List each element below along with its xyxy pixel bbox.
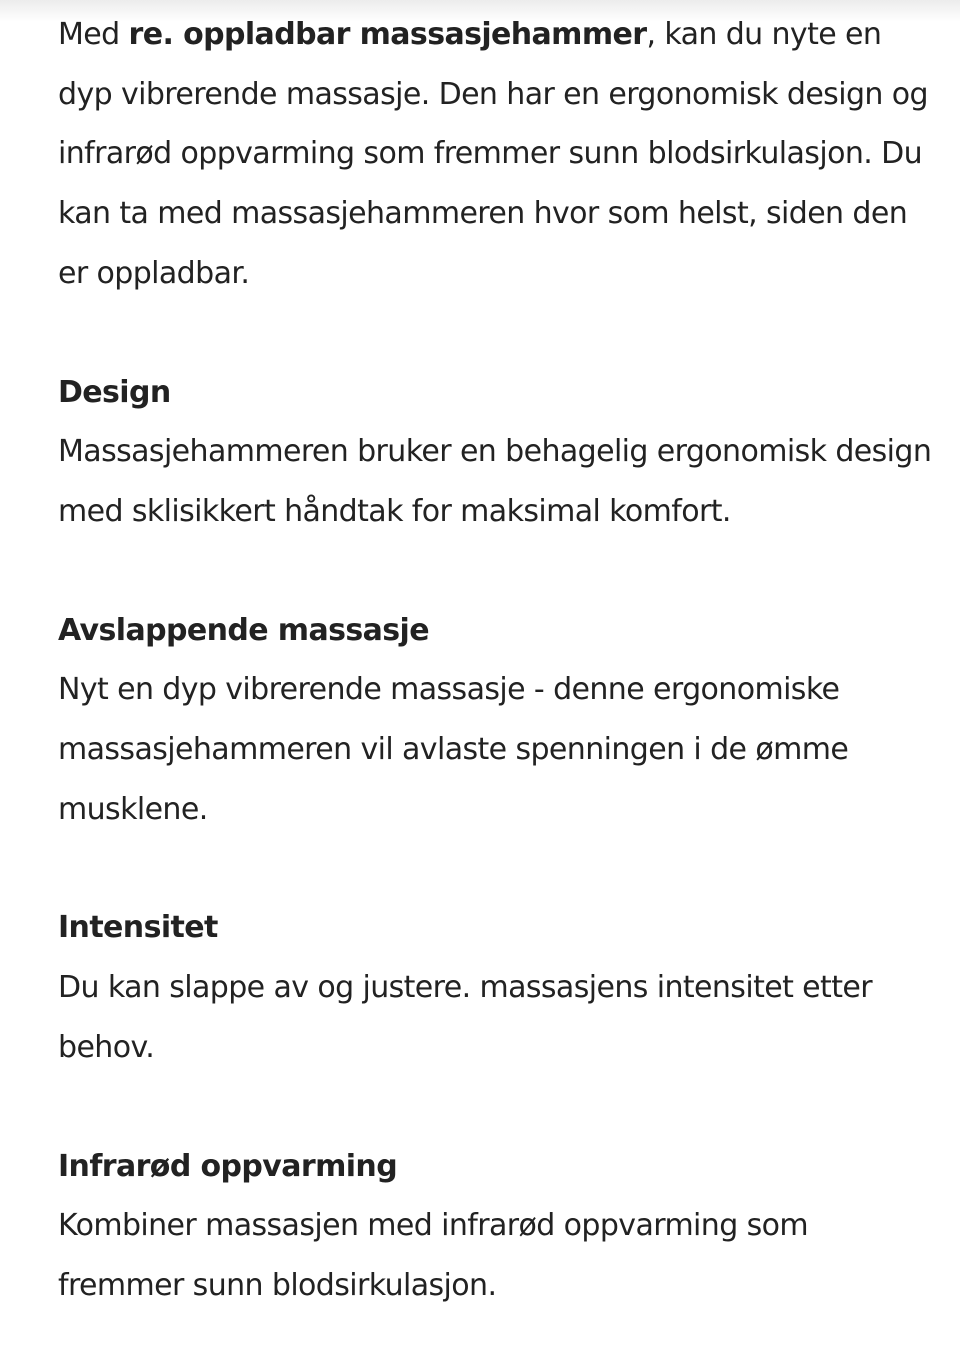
section-infrared-heating [58,1137,938,1316]
intro-prefix: Med [58,17,129,52]
section-title: Intensitet [58,910,218,946]
intro-paragraph [58,5,938,304]
section-body: Nyt en dyp vibrerende massasje - denne ergonomiske massasjehammeren vil avlaste spenningen i de ømme musklene. [58,672,849,827]
section-title: Infrarød oppvarming [58,1148,398,1184]
section-body: Du kan slappe av og justere. massasjens intensitet etter behov. [58,970,872,1065]
intro-product-name: re. oppladbar massasjehammer [128,17,647,52]
section-intensity [58,898,938,1077]
section-title: Design [58,374,171,410]
section-body: Kombiner massasjen med infrarød oppvarming som fremmer sunn blodsirkulasjon. [58,1208,808,1303]
section-title: Avslappende massasje [58,612,429,648]
section-body: Massasjehammeren bruker en behagelig ergonomisk design med sklisikkert håndtak for maksimal komfort. [58,434,932,529]
intro-text: , kan du nyte en dyp vibrerende massasje. Den har en ergonomisk design og infrarød oppvarming som fremmer sunn blodsirkulasjon. Du kan ta med massasjehammeren hvor som helst, siden den er oppladbar. [58,17,928,291]
section-relaxing-massage [58,601,938,840]
section-design [58,363,938,542]
product-description [58,5,938,1316]
